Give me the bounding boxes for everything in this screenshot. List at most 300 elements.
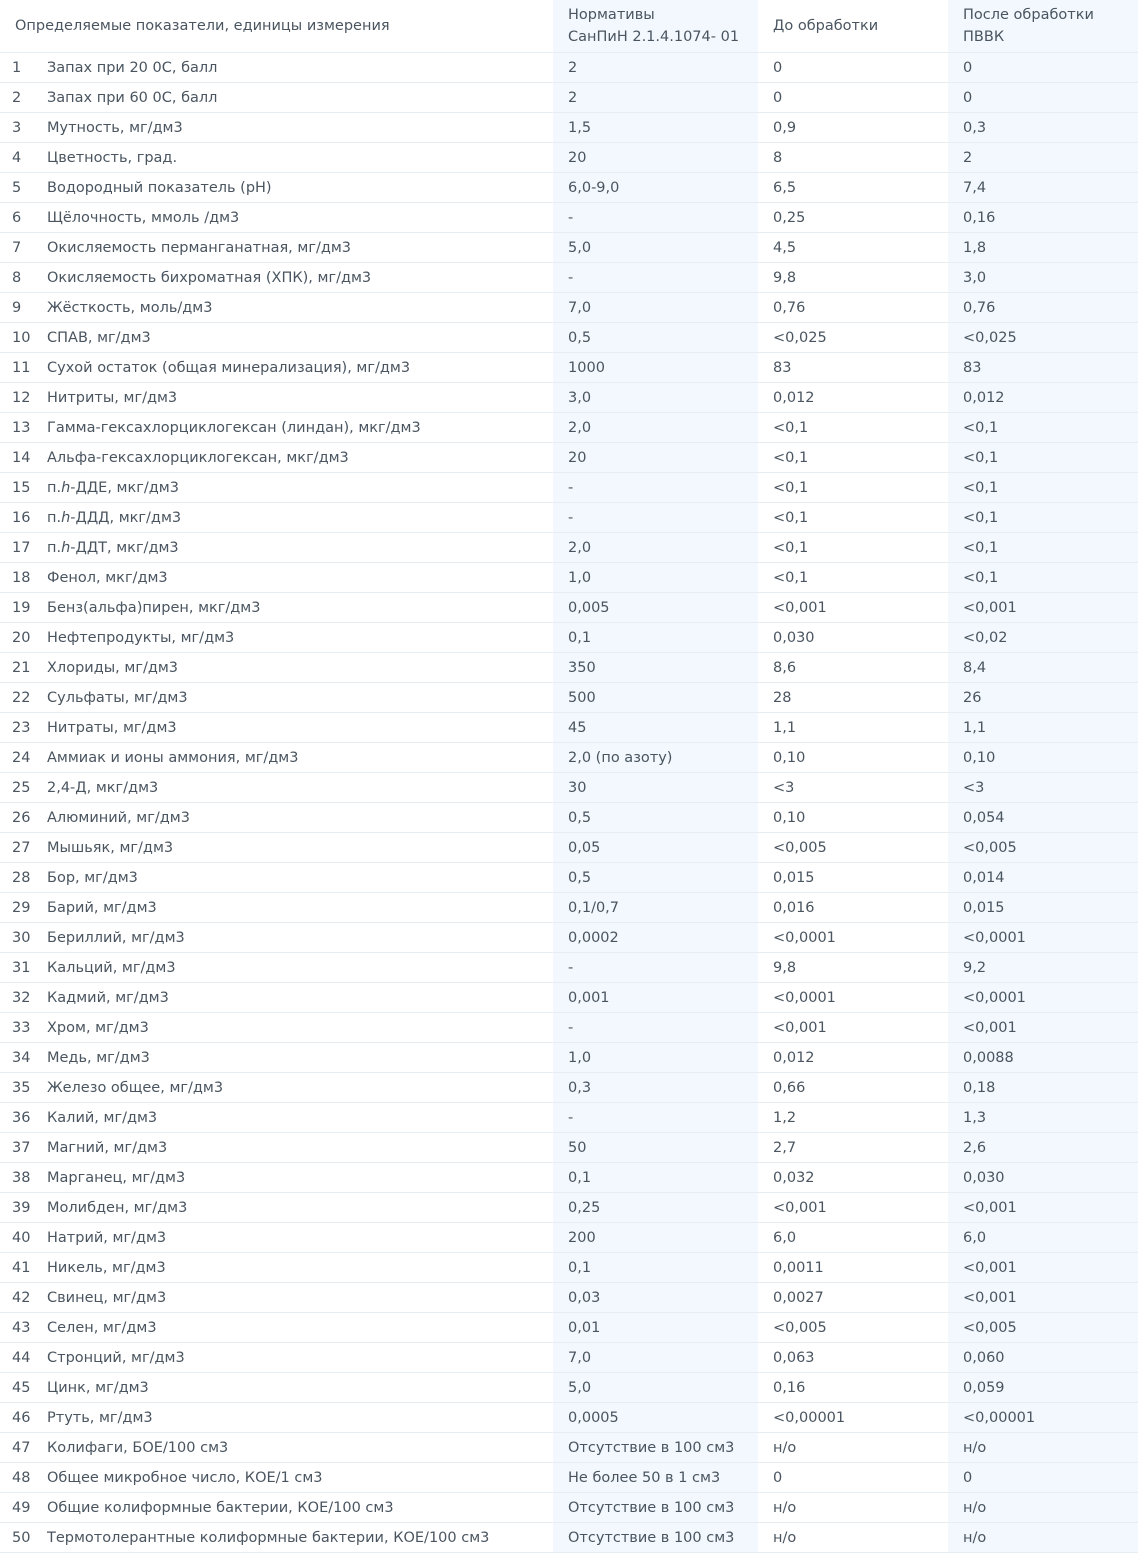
row-norm-value: 0,5 [553, 323, 758, 353]
row-norm-value: 0,01 [553, 1313, 758, 1343]
row-norm-value: 7,0 [553, 1343, 758, 1373]
row-norm-value: 30 [553, 773, 758, 803]
row-before-value: н/о [758, 1433, 948, 1463]
row-number: 17 [0, 533, 32, 563]
row-after-value: 0,030 [948, 1163, 1138, 1193]
table-row [0, 1493, 1138, 1523]
row-before-value: <0,0001 [758, 923, 948, 953]
row-before-value: <0,005 [758, 833, 948, 863]
row-number: 10 [0, 323, 32, 353]
row-after-value: 3,0 [948, 263, 1138, 293]
row-number: 47 [0, 1433, 32, 1463]
row-number: 31 [0, 953, 32, 983]
table-row [0, 1403, 1138, 1433]
row-norm-value: 2,0 [553, 533, 758, 563]
row-norm-value: 0,1 [553, 1253, 758, 1283]
row-after-value: <0,1 [948, 443, 1138, 473]
row-norm-value: 200 [553, 1223, 758, 1253]
row-indicator-name: п.ℎ-ДДД, мкг/дм3 [32, 503, 553, 533]
table-row [0, 623, 1138, 653]
row-norm-value: - [553, 203, 758, 233]
row-before-value: 0,015 [758, 863, 948, 893]
row-number: 18 [0, 563, 32, 593]
row-number: 27 [0, 833, 32, 863]
row-number: 11 [0, 353, 32, 383]
row-number: 23 [0, 713, 32, 743]
row-indicator-name: Барий, мг/дм3 [32, 893, 553, 923]
row-before-value: 0,25 [758, 203, 948, 233]
row-before-value: 6,0 [758, 1223, 948, 1253]
row-indicator-name: Стронций, мг/дм3 [32, 1343, 553, 1373]
row-norm-value: 5,0 [553, 1373, 758, 1403]
row-before-value: 0,16 [758, 1373, 948, 1403]
row-after-value: <0,02 [948, 623, 1138, 653]
row-before-value: 8 [758, 143, 948, 173]
row-after-value: 0,012 [948, 383, 1138, 413]
row-indicator-name: п.ℎ-ДДЕ, мкг/дм3 [32, 473, 553, 503]
row-number: 32 [0, 983, 32, 1013]
row-indicator-name: Общее микробное число, КОЕ/1 см3 [32, 1463, 553, 1493]
row-norm-value: - [553, 473, 758, 503]
row-before-value: 0 [758, 1463, 948, 1493]
row-indicator-name: Магний, мг/дм3 [32, 1133, 553, 1163]
table-row [0, 383, 1138, 413]
row-number: 42 [0, 1283, 32, 1313]
row-number: 15 [0, 473, 32, 503]
row-indicator-name: 2,4-Д, мкг/дм3 [32, 773, 553, 803]
table-row [0, 1223, 1138, 1253]
row-number: 21 [0, 653, 32, 683]
row-before-value: 6,5 [758, 173, 948, 203]
row-indicator-name: Бериллий, мг/дм3 [32, 923, 553, 953]
table-row [0, 233, 1138, 263]
row-indicator-name: Альфа-гексахлорциклогексан, мкг/дм3 [32, 443, 553, 473]
table-row [0, 143, 1138, 173]
row-indicator-name: Окисляемость бихроматная (ХПК), мг/дм3 [32, 263, 553, 293]
row-number: 24 [0, 743, 32, 773]
row-before-value: 0,10 [758, 803, 948, 833]
row-before-value: 1,2 [758, 1103, 948, 1133]
row-after-value: 0,0088 [948, 1043, 1138, 1073]
row-indicator-name: Никель, мг/дм3 [32, 1253, 553, 1283]
row-number: 38 [0, 1163, 32, 1193]
row-number: 12 [0, 383, 32, 413]
row-after-value: 6,0 [948, 1223, 1138, 1253]
row-before-value: 0,10 [758, 743, 948, 773]
row-number: 26 [0, 803, 32, 833]
table-row [0, 323, 1138, 353]
table-row [0, 353, 1138, 383]
row-after-value: 2,6 [948, 1133, 1138, 1163]
table-row [0, 263, 1138, 293]
row-after-value: 0,054 [948, 803, 1138, 833]
row-norm-value: 20 [553, 143, 758, 173]
row-number: 45 [0, 1373, 32, 1403]
row-before-value: 0,9 [758, 113, 948, 143]
table-row [0, 413, 1138, 443]
row-norm-value: 2 [553, 83, 758, 113]
row-indicator-name: Сульфаты, мг/дм3 [32, 683, 553, 713]
row-before-value: 0,76 [758, 293, 948, 323]
header-after [948, 0, 1138, 53]
row-after-value: 7,4 [948, 173, 1138, 203]
row-norm-value: 0,03 [553, 1283, 758, 1313]
row-number: 8 [0, 263, 32, 293]
row-after-value: 0,3 [948, 113, 1138, 143]
table-body [0, 53, 1138, 1553]
row-norm-value: 500 [553, 683, 758, 713]
row-norm-value: 20 [553, 443, 758, 473]
row-indicator-name: Сухой остаток (общая минерализация), мг/дм3 [32, 353, 553, 383]
row-after-value: н/о [948, 1523, 1138, 1553]
row-norm-value: 1,0 [553, 563, 758, 593]
row-norm-value: 0,0002 [553, 923, 758, 953]
row-after-value: н/о [948, 1433, 1138, 1463]
row-number: 19 [0, 593, 32, 623]
row-before-value: <0,0001 [758, 983, 948, 1013]
row-before-value: 4,5 [758, 233, 948, 263]
row-norm-value: 5,0 [553, 233, 758, 263]
row-after-value: 83 [948, 353, 1138, 383]
table-row [0, 113, 1138, 143]
row-indicator-name: Молибден, мг/дм3 [32, 1193, 553, 1223]
table-row [0, 1193, 1138, 1223]
row-norm-value: 2,0 (по азоту) [553, 743, 758, 773]
header-before: До обработки [758, 0, 948, 53]
row-after-value: <0,00001 [948, 1403, 1138, 1433]
row-after-value: 0,16 [948, 203, 1138, 233]
table-row [0, 1463, 1138, 1493]
row-indicator-name: Запах при 60 0С, балл [32, 83, 553, 113]
table-row [0, 593, 1138, 623]
row-indicator-name: Натрий, мг/дм3 [32, 1223, 553, 1253]
row-norm-value: - [553, 1103, 758, 1133]
row-number: 36 [0, 1103, 32, 1133]
row-indicator-name: Медь, мг/дм3 [32, 1043, 553, 1073]
table-row [0, 833, 1138, 863]
table-row [0, 1133, 1138, 1163]
row-number: 22 [0, 683, 32, 713]
row-indicator-name: Нитраты, мг/дм3 [32, 713, 553, 743]
row-after-value: 0 [948, 83, 1138, 113]
row-before-value: 0,0011 [758, 1253, 948, 1283]
row-norm-value: 0,1/0,7 [553, 893, 758, 923]
row-after-value: <0,001 [948, 1013, 1138, 1043]
row-number: 35 [0, 1073, 32, 1103]
row-number: 5 [0, 173, 32, 203]
row-number: 49 [0, 1493, 32, 1523]
row-norm-value: 0,005 [553, 593, 758, 623]
table-row [0, 863, 1138, 893]
row-norm-value: 0,05 [553, 833, 758, 863]
row-after-value: 0,76 [948, 293, 1138, 323]
row-number: 33 [0, 1013, 32, 1043]
table-row [0, 1163, 1138, 1193]
row-indicator-name: Окисляемость перманганатная, мг/дм3 [32, 233, 553, 263]
row-after-value: <3 [948, 773, 1138, 803]
row-after-value: 1,1 [948, 713, 1138, 743]
row-indicator-name: Бенз(альфа)пирен, мкг/дм3 [32, 593, 553, 623]
row-after-value: 0,059 [948, 1373, 1138, 1403]
row-indicator-name: Бор, мг/дм3 [32, 863, 553, 893]
row-before-value: 9,8 [758, 263, 948, 293]
row-number: 9 [0, 293, 32, 323]
row-before-value: <0,001 [758, 1013, 948, 1043]
row-indicator-name: Хром, мг/дм3 [32, 1013, 553, 1043]
row-norm-value: 1,0 [553, 1043, 758, 1073]
row-after-value: <0,005 [948, 1313, 1138, 1343]
row-norm-value: 0,0005 [553, 1403, 758, 1433]
row-number: 7 [0, 233, 32, 263]
row-after-value: 26 [948, 683, 1138, 713]
row-after-value: 2 [948, 143, 1138, 173]
row-after-value: 0,060 [948, 1343, 1138, 1373]
row-after-value: <0,1 [948, 533, 1138, 563]
row-before-value: 0,063 [758, 1343, 948, 1373]
row-norm-value: Отсутствие в 100 см3 [553, 1433, 758, 1463]
row-indicator-name: Железо общее, мг/дм3 [32, 1073, 553, 1103]
row-before-value: <0,1 [758, 533, 948, 563]
table-row [0, 773, 1138, 803]
row-before-value: <0,1 [758, 473, 948, 503]
row-number: 28 [0, 863, 32, 893]
header-after-line2: ПВВК [963, 29, 1005, 45]
table-row [0, 1103, 1138, 1133]
row-norm-value: 2,0 [553, 413, 758, 443]
row-before-value: 83 [758, 353, 948, 383]
table-row [0, 1283, 1138, 1313]
row-after-value: 0,18 [948, 1073, 1138, 1103]
row-norm-value: Отсутствие в 100 см3 [553, 1523, 758, 1553]
row-number: 50 [0, 1523, 32, 1553]
row-before-value: 0,032 [758, 1163, 948, 1193]
row-before-value: <0,025 [758, 323, 948, 353]
row-before-value: 0 [758, 83, 948, 113]
row-indicator-name: Щёлочность, ммоль /дм3 [32, 203, 553, 233]
row-after-value: <0,001 [948, 1283, 1138, 1313]
row-before-value: <0,1 [758, 443, 948, 473]
row-indicator-name: Гамма-гексахлорциклогексан (линдан), мкг/дм3 [32, 413, 553, 443]
row-norm-value: 45 [553, 713, 758, 743]
table-row [0, 1013, 1138, 1043]
table-row [0, 803, 1138, 833]
row-indicator-name: Марганец, мг/дм3 [32, 1163, 553, 1193]
row-indicator-name: Запах при 20 0С, балл [32, 53, 553, 83]
header-norm-line1: Нормативы [568, 7, 655, 23]
table-row [0, 1043, 1138, 1073]
row-indicator-name: Алюминий, мг/дм3 [32, 803, 553, 833]
header-norm-line2: СанПиН 2.1.4.1074- 01 [568, 29, 740, 45]
row-after-value: н/о [948, 1493, 1138, 1523]
table-row [0, 173, 1138, 203]
row-indicator-name: Нитриты, мг/дм3 [32, 383, 553, 413]
row-number: 46 [0, 1403, 32, 1433]
table-row [0, 563, 1138, 593]
table-row [0, 893, 1138, 923]
row-indicator-name: Цинк, мг/дм3 [32, 1373, 553, 1403]
row-number: 20 [0, 623, 32, 653]
row-indicator-name: Кадмий, мг/дм3 [32, 983, 553, 1013]
row-norm-value: 7,0 [553, 293, 758, 323]
row-indicator-name: Цветность, град. [32, 143, 553, 173]
row-before-value: 0,016 [758, 893, 948, 923]
row-after-value: <0,1 [948, 563, 1138, 593]
table-row [0, 983, 1138, 1013]
row-after-value: 0 [948, 53, 1138, 83]
table-row [0, 713, 1138, 743]
table-row [0, 83, 1138, 113]
table-row [0, 53, 1138, 83]
row-number: 44 [0, 1343, 32, 1373]
row-norm-value: 0,1 [553, 623, 758, 653]
row-before-value: 0,0027 [758, 1283, 948, 1313]
row-before-value: <0,005 [758, 1313, 948, 1343]
row-indicator-name: п.ℎ-ДДТ, мкг/дм3 [32, 533, 553, 563]
row-norm-value: - [553, 263, 758, 293]
header-indicator: Определяемые показатели, единицы измерения [0, 0, 553, 53]
row-after-value: <0,1 [948, 503, 1138, 533]
row-before-value: <0,1 [758, 563, 948, 593]
row-after-value: <0,1 [948, 473, 1138, 503]
row-indicator-name: Жёсткость, моль/дм3 [32, 293, 553, 323]
table-row [0, 743, 1138, 773]
row-after-value: 0,10 [948, 743, 1138, 773]
table-row [0, 533, 1138, 563]
row-number: 3 [0, 113, 32, 143]
header-after-line1: После обработки [963, 7, 1094, 23]
table-row [0, 503, 1138, 533]
row-norm-value: - [553, 953, 758, 983]
row-norm-value: 0,5 [553, 863, 758, 893]
row-before-value: <0,001 [758, 1193, 948, 1223]
table-row [0, 923, 1138, 953]
row-indicator-name: Колифаги, БОЕ/100 см3 [32, 1433, 553, 1463]
row-number: 6 [0, 203, 32, 233]
row-number: 37 [0, 1133, 32, 1163]
row-indicator-name: Общие колиформные бактерии, КОЕ/100 см3 [32, 1493, 553, 1523]
table-row [0, 653, 1138, 683]
row-before-value: <0,00001 [758, 1403, 948, 1433]
row-after-value: 9,2 [948, 953, 1138, 983]
row-before-value: 1,1 [758, 713, 948, 743]
row-indicator-name: Ртуть, мг/дм3 [32, 1403, 553, 1433]
row-norm-value: 0,25 [553, 1193, 758, 1223]
row-norm-value: - [553, 503, 758, 533]
row-number: 48 [0, 1463, 32, 1493]
row-after-value: <0,001 [948, 1253, 1138, 1283]
table-row [0, 1373, 1138, 1403]
row-number: 34 [0, 1043, 32, 1073]
row-norm-value: Отсутствие в 100 см3 [553, 1493, 758, 1523]
table-row [0, 683, 1138, 713]
row-after-value: 0,015 [948, 893, 1138, 923]
row-indicator-name: СПАВ, мг/дм3 [32, 323, 553, 353]
row-indicator-name: Свинец, мг/дм3 [32, 1283, 553, 1313]
row-number: 1 [0, 53, 32, 83]
row-norm-value: 0,1 [553, 1163, 758, 1193]
row-before-value: н/о [758, 1523, 948, 1553]
table-row [0, 1313, 1138, 1343]
row-before-value: <0,1 [758, 503, 948, 533]
row-after-value: 1,8 [948, 233, 1138, 263]
row-before-value: 28 [758, 683, 948, 713]
row-number: 30 [0, 923, 32, 953]
row-norm-value: 350 [553, 653, 758, 683]
table-row [0, 1433, 1138, 1463]
row-number: 29 [0, 893, 32, 923]
table-row [0, 1253, 1138, 1283]
row-number: 43 [0, 1313, 32, 1343]
table-row [0, 293, 1138, 323]
row-before-value: 0,012 [758, 1043, 948, 1073]
row-number: 25 [0, 773, 32, 803]
row-before-value: 8,6 [758, 653, 948, 683]
table-row [0, 953, 1138, 983]
row-norm-value: 1,5 [553, 113, 758, 143]
row-norm-value: 6,0-9,0 [553, 173, 758, 203]
row-before-value: <0,001 [758, 593, 948, 623]
row-before-value: 9,8 [758, 953, 948, 983]
row-indicator-name: Кальций, мг/дм3 [32, 953, 553, 983]
row-before-value: 0,030 [758, 623, 948, 653]
table-row [0, 1523, 1138, 1553]
row-norm-value: 1000 [553, 353, 758, 383]
header-norm [553, 0, 758, 53]
row-norm-value: 0,3 [553, 1073, 758, 1103]
row-number: 13 [0, 413, 32, 443]
row-indicator-name: Хлориды, мг/дм3 [32, 653, 553, 683]
row-number: 16 [0, 503, 32, 533]
row-indicator-name: Нефтепродукты, мг/дм3 [32, 623, 553, 653]
row-after-value: <0,005 [948, 833, 1138, 863]
row-after-value: <0,001 [948, 1193, 1138, 1223]
row-norm-value: Не более 50 в 1 см3 [553, 1463, 758, 1493]
row-number: 14 [0, 443, 32, 473]
row-indicator-name: Аммиак и ионы аммония, мг/дм3 [32, 743, 553, 773]
table-header [0, 0, 1138, 53]
table-row [0, 1073, 1138, 1103]
row-norm-value: 0,001 [553, 983, 758, 1013]
row-number: 40 [0, 1223, 32, 1253]
row-indicator-name: Калий, мг/дм3 [32, 1103, 553, 1133]
row-after-value: 0 [948, 1463, 1138, 1493]
row-before-value: 0,66 [758, 1073, 948, 1103]
header-row [0, 0, 1138, 53]
row-norm-value: 0,5 [553, 803, 758, 833]
row-before-value: <3 [758, 773, 948, 803]
table-row [0, 1343, 1138, 1373]
row-indicator-name: Селен, мг/дм3 [32, 1313, 553, 1343]
row-number: 39 [0, 1193, 32, 1223]
row-after-value: <0,1 [948, 413, 1138, 443]
row-number: 41 [0, 1253, 32, 1283]
row-before-value: 2,7 [758, 1133, 948, 1163]
row-number: 4 [0, 143, 32, 173]
row-number: 2 [0, 83, 32, 113]
row-after-value: 0,014 [948, 863, 1138, 893]
row-norm-value: 50 [553, 1133, 758, 1163]
row-after-value: <0,0001 [948, 983, 1138, 1013]
row-indicator-name: Фенол, мкг/дм3 [32, 563, 553, 593]
row-indicator-name: Мутность, мг/дм3 [32, 113, 553, 143]
table-row [0, 473, 1138, 503]
row-norm-value: 3,0 [553, 383, 758, 413]
row-indicator-name: Водородный показатель (рН) [32, 173, 553, 203]
row-norm-value: - [553, 1013, 758, 1043]
row-before-value: <0,1 [758, 413, 948, 443]
row-after-value: 8,4 [948, 653, 1138, 683]
row-before-value: н/о [758, 1493, 948, 1523]
